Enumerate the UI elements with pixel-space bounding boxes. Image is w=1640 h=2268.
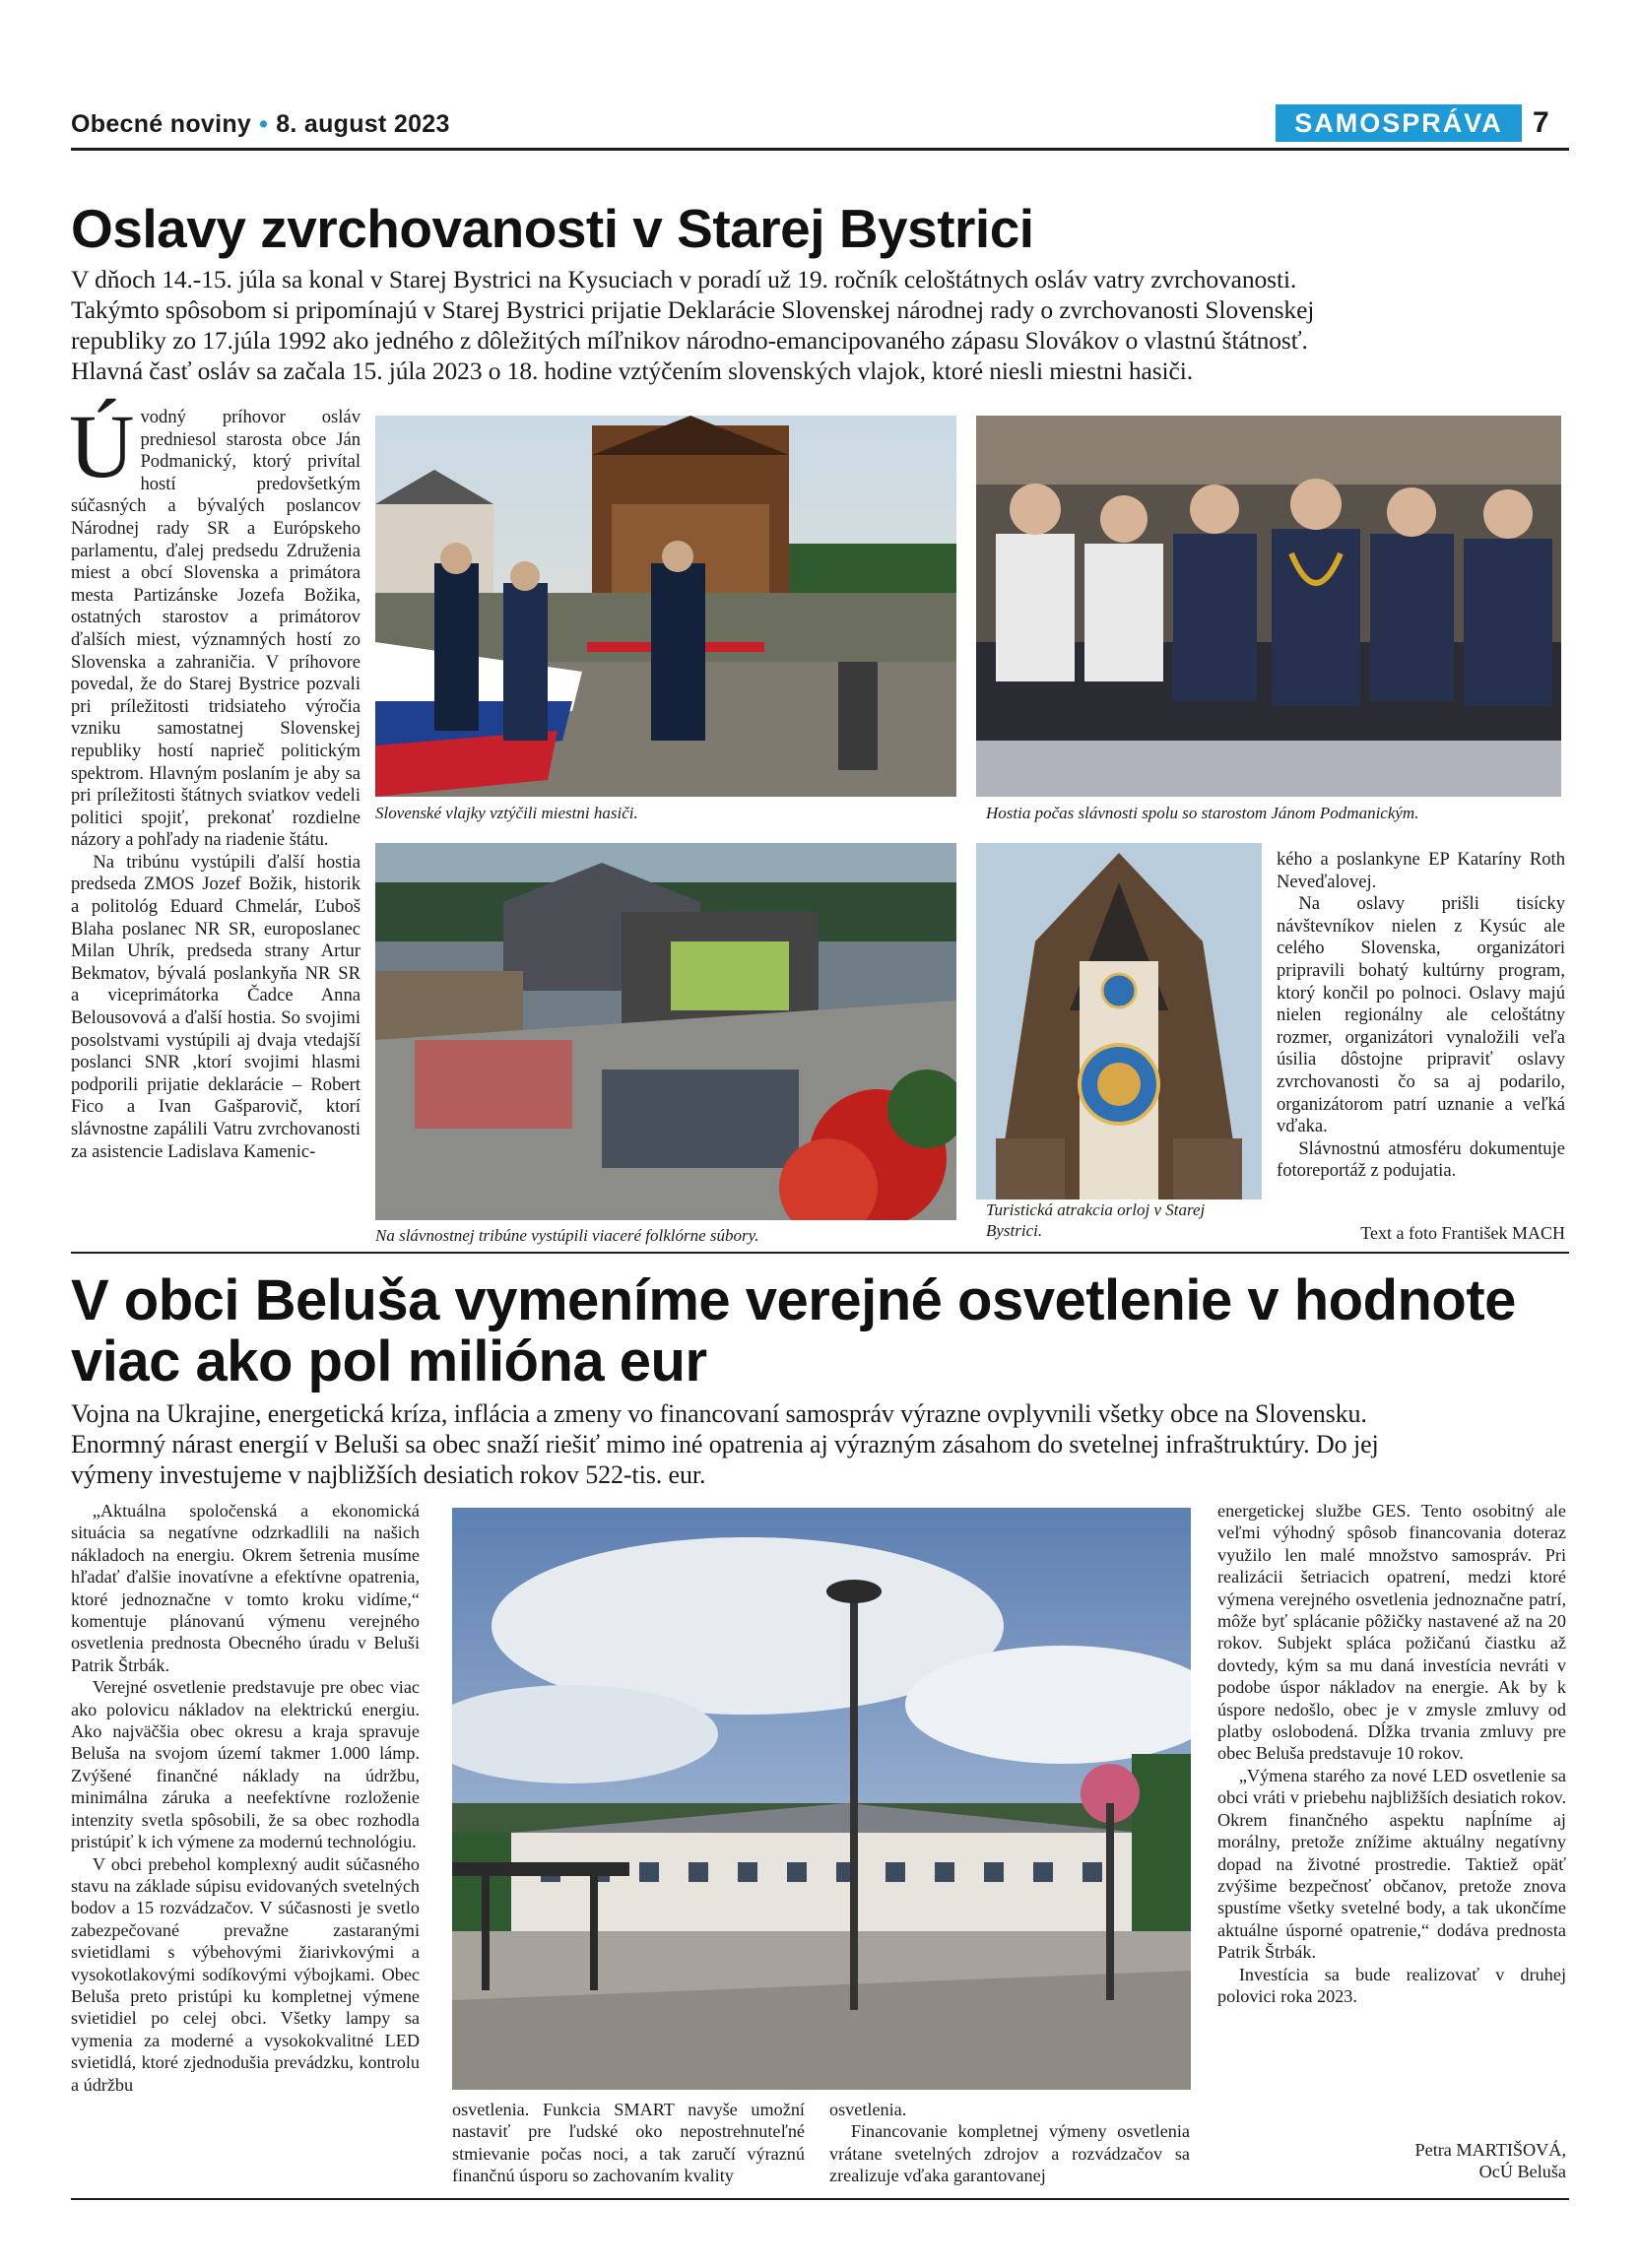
article2-paragraph: osvetlenia. Funkcia SMART navyše umožní nastaviť pre ľudské oko nepostrehnuteľné stmievanie počas noci, a tak zaručí výraznú finančnú úsporu so zachovaním kvality <box>452 2100 805 2186</box>
caption-guests: Hostia počas slávnosti spolu so starostom Jánom Podmanickým. <box>986 804 1419 822</box>
article2-paragraph: Investícia sa bude realizovať v druhej polovici roka 2023. <box>1217 1964 1566 2006</box>
article1-paragraph: Úvodný príhovor osláv predniesol starosta obce Ján Podmanický, ktorý privítal hostí predovšetkým súčasných a bývalých poslancov Národnej rady SR a Európskeho parlamentu, ďalej predsedu Združenia miest a obcí Slovenska a primátora mesta Partizánske Jozefa Božika, ostatných starostov a primátorov ďalších miest, významných hostí zo Slovenska a zahraničia. V príhovore povedal, že do Starej Bystrice pozvali pri príležitosti tridsiateho výročia vzniku samostatnej Slovenskej republiky hostí naprieč politickým spektrom. Hlavným poslaním je aby sa pri príležitosti štátnych sviatkov vedeli politici spojiť, prekonať rozdielne názory a pohľady na riadenie štátu. <box>69 396 361 851</box>
article2-paragraph: energetickej službe GES. Tento osobitný ale veľmi výhodný spôsob financovania doteraz využilo len malé množstvo samospráv. Pri realizácii šetriacich opatrení, medzi ktoré výmena verejného osvetlenia jednoznačne patrí, môže byť splácanie pôžičky nastavené až na 20 rokov. Subjekt spláca požičanú čiastku až dovtedy, kým sa mu daná investícia nevráti v podobe úspor nákladov na energie. Ak by k úspore nedošlo, obec je v zmysle zmluvy od platby oslobodená. Dĺžka trvania zmluvy pre obec Beluša predstavuje 10 rokov. <box>1217 1501 1566 1764</box>
issue-date: 8. august 2023 <box>276 110 450 138</box>
article2-column-4 <box>1217 1500 1566 2007</box>
article2-paragraph: Verejné osvetlenie predstavuje pre obec viac ako polovicu nákladov na elektrickú energiu. Ako najväčšia obec okresu a kraja spravuje Beluša na svojom území takmer 1.000 lámp. Zvýšené finančné náklady na údržbu, minimálna záruka a neefektívne rozloženie intenzity svetla spôsobili, že sa obec rozhodla pristúpiť k ich výmene za modernú technológiu. <box>71 1677 420 1852</box>
lead-line: Enormný nárast energií v Beluši sa obec snaží riešiť mimo iné opatrenia aj výrazným zásahom do svetelnej infraštruktúry. Do jej <box>71 1430 1379 1458</box>
article1-paragraph: Na oslavy prišli tisícky návštevníkov nielen z Kysúc ale celého Slovenska, organizátori pripravili bohatý kultúrny program, ktorý končil po polnoci. Oslavy majú nielen regionálny ale celoštátny rozmer, organizátori vynaložili veľa úsilia dôstojne pripraviť oslavy zvrchovanosti čo sa aj podarilo, organizátorom patrí uznanie a veľká vďaka. <box>1277 893 1565 1137</box>
article1-title: Oslavy zvrchovanosti v Starej Bystrici <box>71 198 1034 259</box>
drop-cap: Ú <box>69 396 135 496</box>
photo-firefighters-flags <box>375 416 956 797</box>
masthead-info <box>71 110 450 139</box>
article2-paragraph: „Výmena starého za nové LED osvetlenie sa obci vráti v priebehu najbližších desiatich rokov. Okrem finančného aspektu napĺníme aj morálny, pretože znížime aktuálny negatívny dopad na životné prostredie. Taktiež opäť zvýšime bezpečnosť občanov, pretože znova spustíme všetky svetelné body, a tak ukončíme aktuálne úsporné opatrenie,“ dodáva prednosta Patrik Štrbák. <box>1217 1765 1566 1963</box>
article2-paragraph: V obci prebehol komplexný audit súčasného stavu na základe súpisu evidovaných svetelných bodov a 15 rozvádzačov. V súčasnosti je svetlo zabezpečované prevažne zastaranými svietidlami s výbehovými žiarivkovými a vysokotlakovými sodíkovými výbojkami. Obec Beluša preto pristúpi ku kompletnej výmene svietidiel po celej obci. Všetky lampy sa vymenia za moderné a vysokokvalitné LED svietidlá, ktoré zjednodušia prevádzku, kontrolu a údržbu <box>71 1853 420 2095</box>
title-line: V obci Beluša vymeníme verejné osvetlenie v hodnote <box>71 1268 1516 1332</box>
header-rule <box>71 148 1569 151</box>
lead-line: V dňoch 14.-15. júla sa konal v Starej Bystrici na Kysuciach v poradí už 19. ročník celoštátnych osláv vatry zvrchovanosti. <box>71 265 1297 293</box>
lead-line: Hlavná časť osláv sa začala 15. júla 2023 o 18. hodine vztýčením slovenských vlajok, ktoré niesli miestni hasiči. <box>71 356 1194 385</box>
author-name: Petra MARTIŠOVÁ, <box>1414 2140 1566 2160</box>
article2-paragraph: osvetlenia. <box>829 2100 907 2119</box>
title-line: viac ako pol milióna eur <box>71 1329 707 1393</box>
article2-author <box>1310 2139 1566 2182</box>
lead-line: republiky zo 17.júla 1992 ako jedného z dôležitých míľnikov národno-emancipovaného zápasu Slovákov o vlastnú štátnosť. <box>71 326 1308 355</box>
lead-line: výmeny investujeme v najbližších desiatich rokov 522-tis. eur. <box>71 1460 706 1489</box>
photo-clock-tower <box>976 843 1262 1199</box>
page-number: 7 <box>1533 106 1549 139</box>
article1-column-left <box>69 396 361 1163</box>
article2-paragraph: „Aktuálna spoločenská a ekonomická situácia sa negatívne odzrkadlili na našich nákladoch na energiu. Okrem šetrenia musíme hľadať ďalšie inovatívne a efektívne opatrenia, ktoré jednoznačne v tomto kroku vidíme,“ komentuje plánovanú výmenu verejného osvetlenia prednosta Obecného úradu v Beluši Patrik Štrbák. <box>71 1501 420 1675</box>
article2-paragraph: Financovanie kompletnej výmeny osvetlenia vrátane svetelných zdrojov a rozvádzačov sa zrealizuje vďaka garantovanej <box>829 2121 1190 2186</box>
separator-dot: • <box>259 110 269 138</box>
caption-stage: Na slávnostnej tribúne vystúpili viaceré folklórne súbory. <box>375 1226 759 1245</box>
article2-column-3 <box>829 2099 1190 2187</box>
photo-guests <box>976 416 1561 797</box>
author-organization: OcÚ Beluša <box>1478 2162 1566 2181</box>
article1-paragraph: Na tribúnu vystúpili ďalší hostia predseda ZMOS Jozef Božik, historik a politológ Eduard Chmelár, Ľuboš Blaha poslanec NR SR, europoslanec Milan Uhrík, predseda strany Artur Bekmatov, bývalá poslankyňa NR SR a viceprimátorka Čadce Anna Belousovová a ďalší hostia. So svojimi posolstvami vystúpili aj dvaja vtedajší poslanci SNR ,ktorí svojimi hlasmi podporili prijatie deklarácie – Robert Fico a Ivan Gašparovič, ktorí slávnostne zapálili Vatru zvrchovanosti za asistencie Ladislava Kamenic- <box>71 851 361 1162</box>
article2-lead <box>71 1398 1379 1490</box>
article2-title <box>71 1270 1516 1393</box>
caption-clock: Turistická atrakcia orloj v Starej Bystrici. <box>986 1200 1206 1240</box>
article1-paragraph: Slávnostnú atmosféru dokumentuje fotoreportáž z podujatia. <box>1277 1137 1565 1182</box>
photo-belusa-square <box>452 1508 1191 2090</box>
article1-column-right <box>1277 849 1565 1183</box>
section-label: SAMOSPRÁVA <box>1276 104 1522 142</box>
lead-line: Takýmto spôsobom si pripomínajú v Starej Bystrici prijatie Deklarácie Slovenskej národnej rady o zvrchovanosti Slovenskej <box>71 295 1315 324</box>
photo-stage <box>375 843 956 1220</box>
article1-lead <box>71 264 1314 386</box>
article1-paragraph: kého a poslankyne EP Kataríny Roth Neveďalovej. <box>1277 849 1565 892</box>
caption-flags: Slovenské vlajky vztýčili miestni hasiči. <box>375 804 638 822</box>
footer-rule <box>71 2198 1569 2200</box>
article2-column-2 <box>452 2099 805 2187</box>
article1-credit: Text a foto František MACH <box>1360 1223 1565 1243</box>
article2-column-1 <box>71 1500 420 2096</box>
paper-name: Obecné noviny <box>71 110 252 138</box>
lead-line: Vojna na Ukrajine, energetická kríza, inflácia a zmeny vo financovaní samospráv výrazne ovplyvnili všetky obce na Slovensku. <box>71 1399 1367 1428</box>
article-divider <box>71 1252 1569 1254</box>
